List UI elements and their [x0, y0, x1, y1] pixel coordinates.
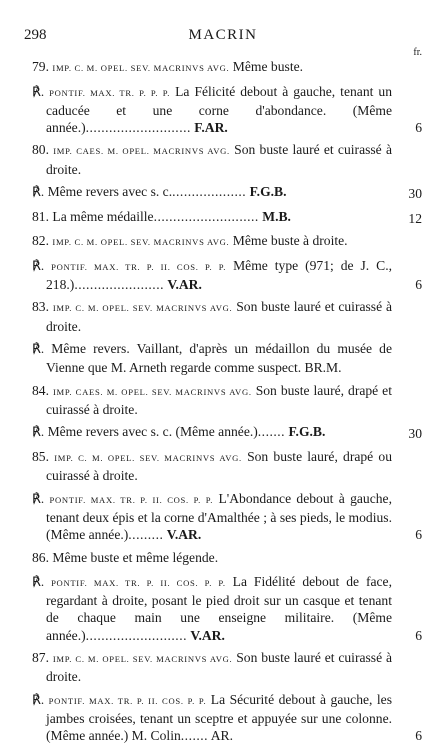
- entry-description: Même buste.: [229, 59, 304, 74]
- entry-description: La Sécurité debout à gauche, les jambes croisées, tenant un sceptre et appuyée sur une colonne. (Même année.) M. Colin: [46, 691, 392, 744]
- price-value: 6: [415, 119, 422, 135]
- entry-description: Son buste lauré et cuirassé à droite.: [46, 650, 392, 685]
- coin-legend: IMP. CAES. M. OPEL. SEV. MACRINVS AVG.: [52, 386, 252, 397]
- catalogue-entry: [32, 141, 422, 177]
- entry-number: 86.: [32, 549, 49, 565]
- entry-description: La Félicité debout à gauche, tenant un caducée et une corne d'abondance. (Même année.): [46, 83, 392, 135]
- entry-description: Son buste lauré et cuirassé à droite.: [46, 142, 392, 177]
- catalogue-entry: [32, 691, 422, 745]
- coin-legend: PONTIF. MAX. TR. P. II. COS. P. P.: [48, 695, 207, 706]
- catalogue-entry: [32, 83, 422, 137]
- reverse-mark: ℟.: [32, 490, 45, 506]
- catalogue-entry: [32, 208, 422, 227]
- entry-number: 82.: [32, 233, 49, 249]
- price-value: 6: [415, 627, 422, 643]
- entry-number: 79.: [32, 59, 49, 74]
- catalogue-entry: [32, 649, 422, 685]
- dot-leader: .......: [257, 424, 286, 440]
- catalogue-entry: [32, 257, 422, 293]
- catalogue-entry: [32, 448, 422, 484]
- rarity-metal: F.G.B.: [249, 184, 287, 200]
- rarity-metal: V.AR.: [190, 627, 225, 643]
- entry-description: Son buste lauré, drapé ou cuirassé à droite.: [46, 448, 392, 484]
- reverse-mark: ℟.: [32, 184, 45, 200]
- entry-description: Son buste lauré et cuirassé à droite.: [46, 299, 392, 334]
- reverse-mark: ℟.: [32, 83, 45, 99]
- reverse-mark: ℟.: [32, 424, 45, 440]
- entry-number: 81.: [32, 208, 49, 224]
- entry-number: 87.: [32, 650, 49, 666]
- entry-description: Même revers avec s. c. (Même année.): [47, 424, 258, 440]
- entry-description: Même revers avec s. c.: [47, 184, 173, 200]
- entry-description: Même type (971; de J. C., 218.): [46, 257, 392, 292]
- price-value: 12: [408, 210, 422, 226]
- coin-legend: IMP. C. M. OPEL. SEV. MACRINVS AVG.: [52, 237, 230, 248]
- entry-description: Même buste à droite.: [229, 233, 348, 249]
- catalogue-entry: [32, 423, 422, 442]
- price-value: 30: [408, 186, 422, 202]
- catalogue-entry: [32, 298, 422, 334]
- entry-description: Même buste et même légende.: [52, 549, 219, 565]
- catalogue-entry: [32, 340, 422, 376]
- coin-legend: IMP. C. M. OPEL. SEV. MACRINVS AVG.: [52, 63, 230, 73]
- catalogue-entry: [32, 58, 422, 77]
- rarity-metal: F.AR.: [194, 119, 228, 135]
- reverse-mark: ℟.: [32, 691, 45, 707]
- catalogue-entry: [32, 382, 422, 418]
- dot-leader: ...........................: [153, 208, 259, 224]
- rarity-metal: F.G.B.: [288, 424, 326, 440]
- dot-leader: ...................: [172, 184, 247, 200]
- catalogue-entry: [32, 573, 422, 644]
- catalogue-entries: [32, 58, 422, 750]
- rarity-metal: AR.: [210, 728, 234, 744]
- coin-legend: IMP. C. M. OPEL. SEV. MACRINVS AVG.: [54, 452, 242, 463]
- page-number: 298: [24, 27, 47, 43]
- coin-legend: PONTIF. MAX. TR. P. II. COS. P. P.: [49, 494, 214, 505]
- catalogue-entry: [32, 183, 422, 202]
- rarity-metal: V.AR.: [167, 276, 202, 292]
- price-value: 30: [408, 426, 422, 442]
- dot-leader: .......................: [74, 276, 164, 292]
- dot-leader: ...........................: [85, 119, 191, 135]
- currency-column-head: fr.: [413, 47, 422, 58]
- reverse-mark: ℟.: [32, 574, 45, 590]
- rarity-metal: M.B.: [262, 208, 291, 224]
- running-title: MACRIN: [188, 27, 258, 43]
- page-header: [24, 27, 422, 58]
- entry-description: Même revers. Vaillant, d'après un médaillon du musée de Vienne que M. Arneth regarde comme suspect. BR.M.: [46, 341, 392, 376]
- entry-number: 80.: [32, 142, 49, 158]
- rarity-metal: V.AR.: [166, 527, 202, 543]
- coin-legend: IMP. C. M. OPEL. SEV. MACRINVS AVG.: [52, 654, 233, 665]
- reverse-mark: ℟.: [32, 257, 45, 273]
- catalogue-entry: [32, 549, 422, 568]
- entry-description: Son buste lauré, drapé et cuirassé à droite.: [46, 382, 392, 417]
- catalogue-entry: [32, 490, 422, 544]
- coin-legend: PONTIF. MAX. TR. P. II. COS. P. P.: [51, 261, 227, 272]
- entry-description: La Fidélité debout de face, regardant à droite, posant le pied droit sur un casque et tenant de chaque main une enseigne militaire. (Même année.): [46, 574, 392, 643]
- price-value: 6: [415, 527, 422, 543]
- coin-legend: IMP. C. M. OPEL. SEV. MACRINVS AVG.: [52, 303, 233, 314]
- price-value: 6: [415, 276, 422, 292]
- entry-description: La même médaille: [52, 208, 154, 224]
- dot-leader: ..........................: [85, 627, 187, 643]
- reverse-mark: ℟.: [32, 341, 45, 357]
- dot-leader: .......: [180, 728, 209, 744]
- catalogue-entry: [32, 232, 422, 251]
- coin-legend: IMP. CAES. M. OPEL. MACRINVS AVG.: [53, 146, 230, 157]
- entry-description: L'Abondance debout à gauche, tenant deux épis et la corne d'Amalthée ; à ses pieds, le modius. (Même année.): [46, 490, 392, 543]
- coin-legend: PONTIF. MAX. TR. P. II. COS. P. P.: [51, 578, 226, 589]
- entry-number: 85.: [32, 448, 49, 464]
- dot-leader: .........: [128, 527, 164, 543]
- entry-number: 84.: [32, 382, 49, 398]
- coin-legend: PONTIF. MAX. TR. P. P. P.: [49, 87, 171, 98]
- price-value: 6: [415, 728, 422, 744]
- entry-number: 83.: [32, 299, 49, 315]
